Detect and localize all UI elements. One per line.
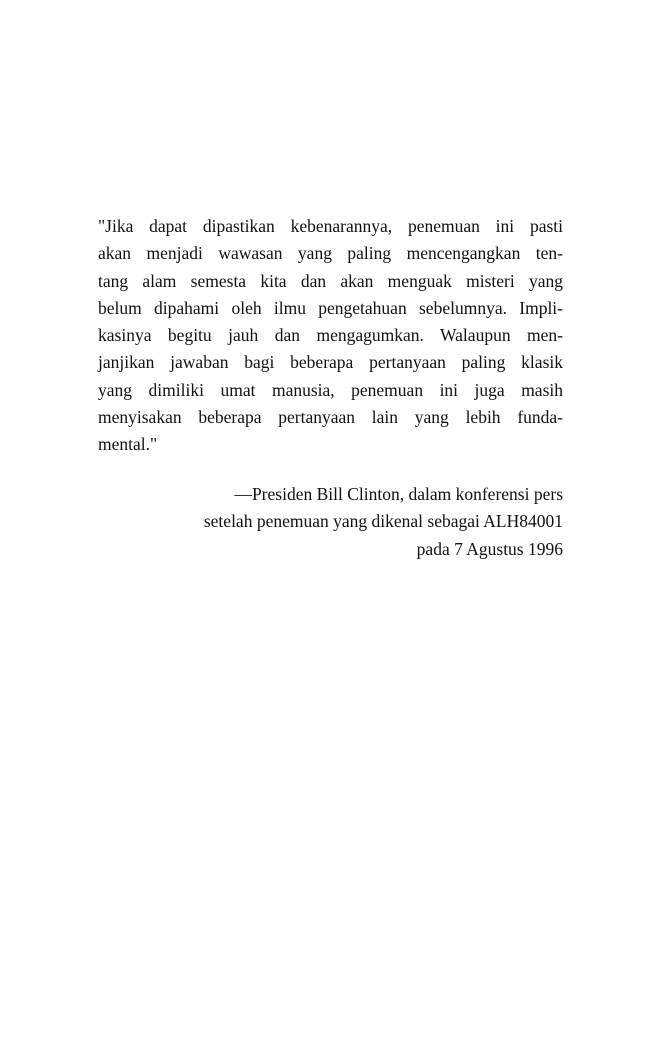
quote-line: tang alam semesta kita dan akan menguak misteri yang	[98, 270, 563, 291]
epigraph-quote	[98, 213, 563, 459]
quote-line: menyisakan beberapa pertanyaan lain yang lebih funda-	[98, 407, 563, 428]
attribution-line: —Presiden Bill Clinton, dalam konferensi pers	[234, 484, 563, 504]
quote-line: mental."	[98, 434, 158, 455]
quote-line: yang dimiliki umat manusia, penemuan ini juga masih	[98, 379, 563, 400]
attribution-line: setelah penemuan yang dikenal sebagai ALH84001	[203, 511, 563, 532]
epigraph-attribution	[150, 481, 563, 563]
attribution-line: pada 7 Agustus 1996	[416, 538, 563, 559]
quote-line: janjikan jawaban bagi beberapa pertanyaan paling klasik	[98, 352, 563, 373]
quote-line: "Jika dapat dipastikan kebenarannya, penemuan ini pasti	[98, 216, 563, 236]
quote-line: kasinya begitu jauh dan mengagumkan. Walaupun men-	[98, 325, 563, 346]
quote-line: akan menjadi wawasan yang paling mencengangkan ten-	[98, 243, 563, 264]
quote-line: belum dipahami oleh ilmu pengetahuan sebelumnya. Impli-	[98, 297, 563, 318]
